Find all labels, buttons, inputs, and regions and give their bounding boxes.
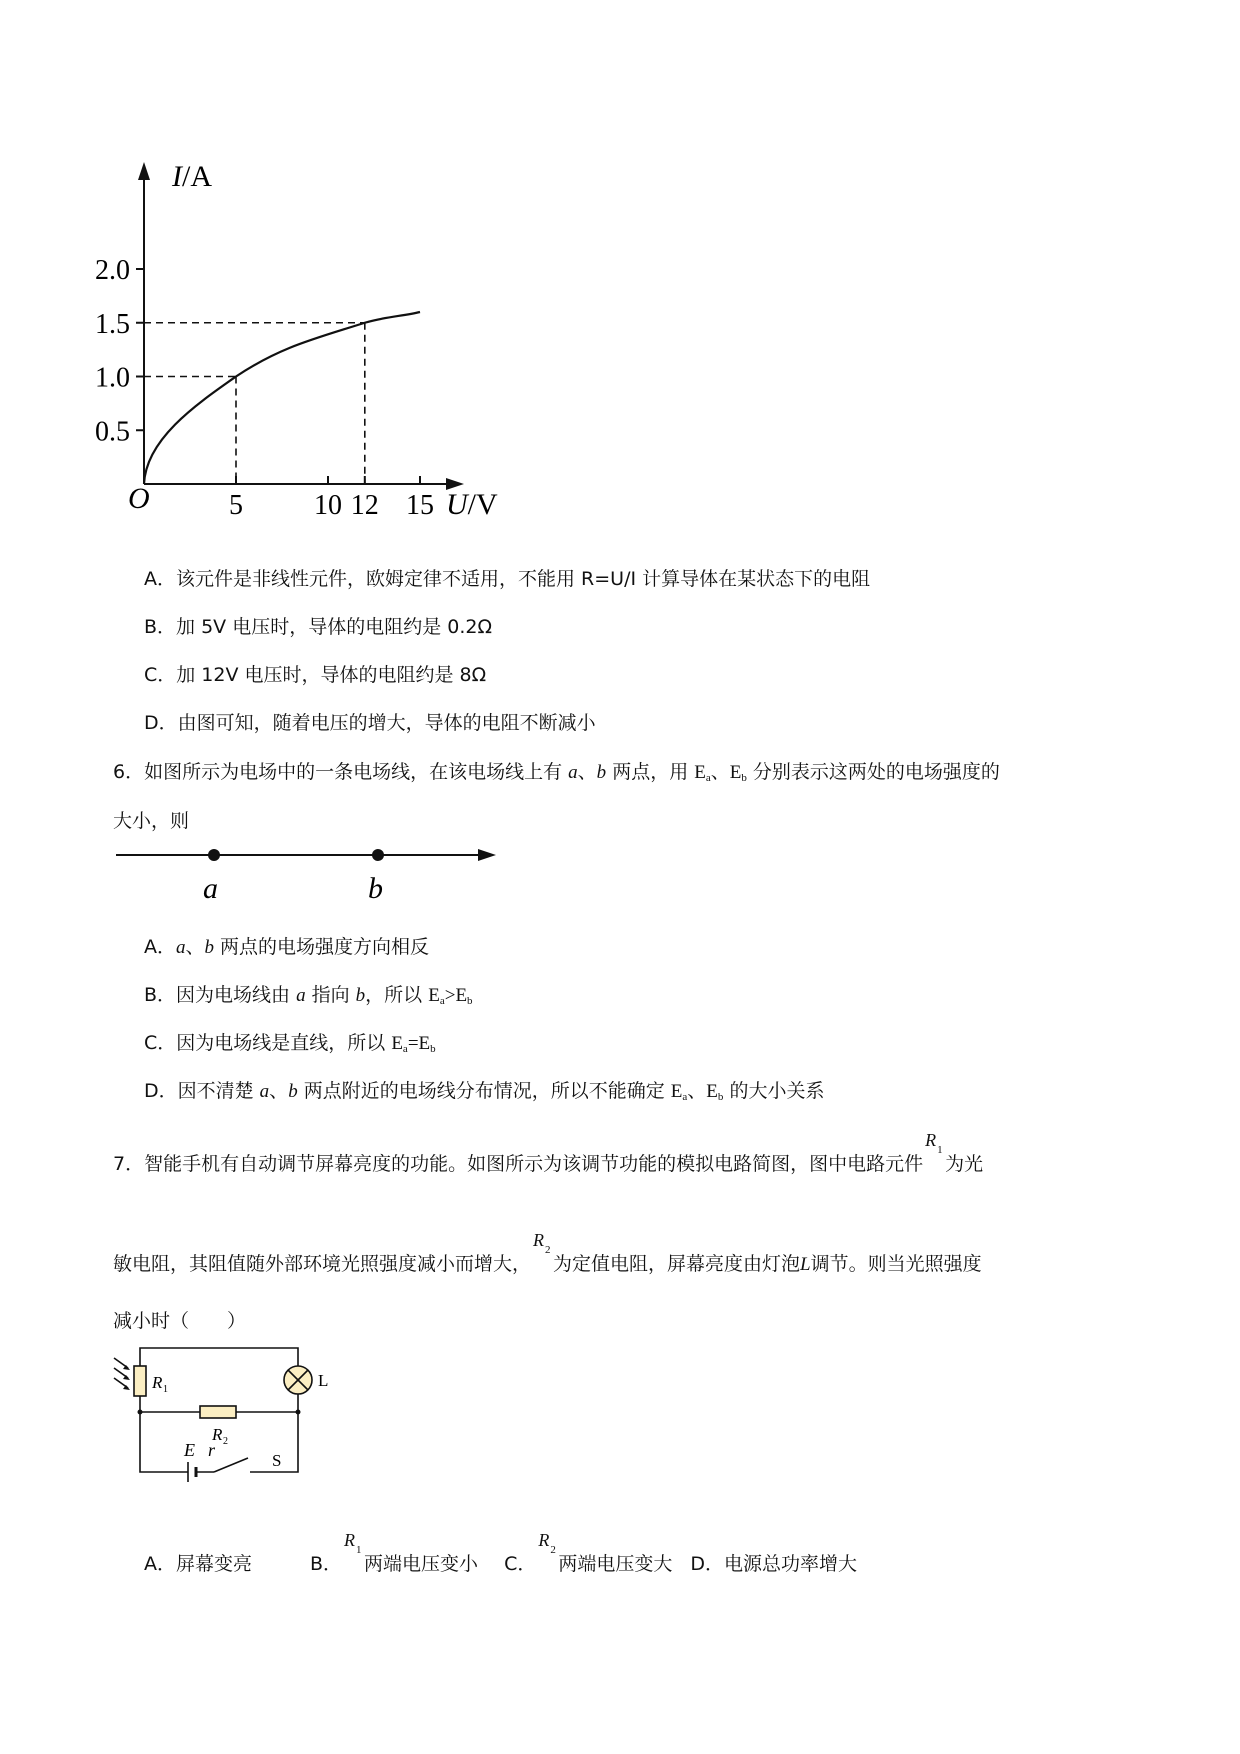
q5-option-c: C．加 12V 电压时，导体的电阻约是 8Ω xyxy=(144,664,487,686)
r1-symbol: R 1 xyxy=(925,1130,943,1156)
junction-left xyxy=(138,1410,143,1415)
top-wire xyxy=(140,1348,298,1366)
switch-lever xyxy=(214,1458,248,1472)
x-tick-label: 5 xyxy=(229,490,243,521)
x-tick-label: 15 xyxy=(406,490,434,521)
q5-option-b: B．加 5V 电压时，导体的电阻约是 0.2Ω xyxy=(144,616,492,638)
circuit-r2-label: R xyxy=(212,1425,223,1444)
point-a-dot xyxy=(208,849,220,861)
point-b-label: b xyxy=(368,872,383,905)
point-a-label: a xyxy=(203,872,218,905)
y-tick-label: 2.0 xyxy=(95,255,130,286)
iu-curve xyxy=(144,312,420,484)
y-tick-label: 1.0 xyxy=(95,362,130,394)
y-axis-arrow xyxy=(138,162,150,180)
q6-option-b: B．因为电场线由 a 指向 b，所以 $E_a>E_b$ xyxy=(144,984,473,1007)
q7-options: A．屏幕变亮 B． R 1 两端电压变小 C． R 2 两端电压变大 D．电源总功率增大 xyxy=(144,1530,857,1575)
circuit-diagram xyxy=(100,1340,360,1490)
r2-resistor xyxy=(200,1406,236,1418)
opt-r2-symbol: R 2 xyxy=(538,1530,556,1556)
q7-stem-line1: 7．智能手机有自动调节屏幕亮度的功能。如图所示为该调节功能的模拟电路简图，图中电路元件 R 1 为光 xyxy=(113,1130,984,1175)
y-tick-label: 1.5 xyxy=(95,308,130,340)
q5-option-d: D．由图可知，随着电压的增大，导体的电阻不断减小 xyxy=(144,712,596,734)
y-tick-label: 0.5 xyxy=(95,416,130,448)
circuit-internal-r-label: r xyxy=(208,1440,216,1460)
q7-stem-line2: 敏电阻，其阻值随外部环境光照强度减小而增大， R 2 为定值电阻，屏幕亮度由灯泡L调节。则当光照强度 xyxy=(113,1230,982,1275)
x-tick-label: 10 xyxy=(314,490,342,521)
bottom-left-wire xyxy=(140,1412,188,1472)
field-line-arrow xyxy=(478,849,496,861)
circuit-lamp-label: L xyxy=(318,1371,329,1390)
circuit-r2-sub: 2 xyxy=(223,1436,228,1447)
circuit-r1-label: R xyxy=(152,1373,163,1392)
q5-option-a: A．该元件是非线性元件，欧姆定律不适用，不能用 R=U/I 计算导体在某状态下的电阻 xyxy=(144,568,871,590)
x-tick-label: 12 xyxy=(350,490,379,521)
q6-option-a: A．a、b 两点的电场强度方向相反 xyxy=(144,936,430,958)
junction-right xyxy=(296,1410,301,1415)
circuit-r1-sub: 1 xyxy=(163,1384,168,1395)
field-line-diagram xyxy=(0,840,560,910)
q6-option-d: D．因不清楚 a、b 两点附近的电场线分布情况，所以不能确定 $E_a$、$E_b$ 的大小关系 xyxy=(144,1080,825,1103)
q6-stem-line2: 大小，则 xyxy=(113,810,190,832)
circuit-switch-label: S xyxy=(272,1451,282,1470)
point-b-dot xyxy=(372,849,384,861)
circuit-emf-label: E xyxy=(184,1440,195,1460)
r1-resistor xyxy=(134,1366,146,1396)
origin-label: O xyxy=(128,482,150,515)
iu-graph xyxy=(0,0,560,540)
r2-symbol: R 2 xyxy=(533,1230,551,1256)
y-axis-label: I/A xyxy=(172,160,212,193)
q6-option-c: C．因为电场线是直线，所以 $E_a=E_b$ xyxy=(144,1032,436,1055)
q7-stem-line3: 减小时（ ） xyxy=(113,1310,247,1332)
opt-r1-symbol: R 1 xyxy=(344,1530,362,1556)
q6-stem-line1: 6．如图所示为电场中的一条电场线，在该电场线上有 a、b 两点，用 $E_a$、$E_b$ 分别表示这两处的电场强度的 xyxy=(113,761,1000,784)
x-axis-label: U/V xyxy=(446,488,498,521)
